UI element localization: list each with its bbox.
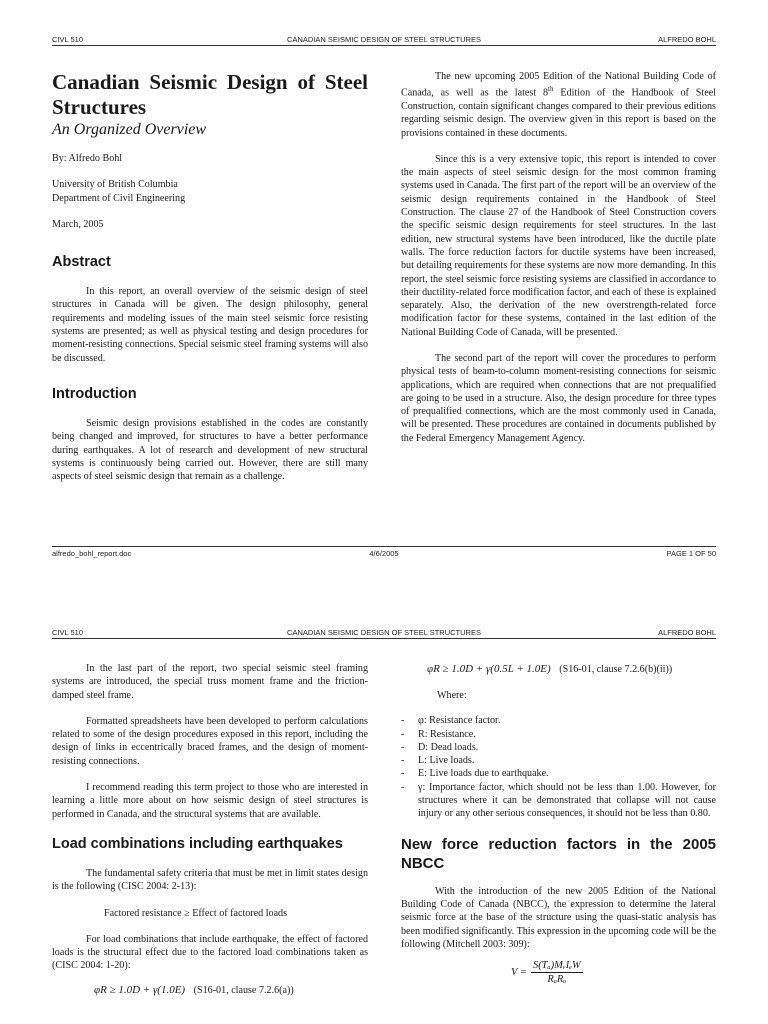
affiliation-department: Department of Civil Engineering [52,192,186,204]
equation-2-math: φR ≥ 1.0D + γ(0.5L + 1.0E) [427,663,551,675]
paper-subtitle: An Organized Overview [52,121,207,138]
nbcc-heading: New force reduction factors in the 2005 NBCC [401,835,716,872]
footer-filename: alfredo_bohl_report.doc [52,549,132,558]
load-combinations-heading: Load combinations including earthquakes [52,835,343,852]
header-doc-title: CANADIAN SEISMIC DESIGN OF STEEL STRUCTURES [287,35,481,44]
definition-item: - φ: Resistance factor. [401,715,501,727]
report-date: March, 2005 [52,218,104,230]
introduction-heading: Introduction [52,385,137,402]
affiliation-university: University of British Columbia [52,179,178,191]
left-paragraph-2: Formatted spreadsheets have been developed to perform calculations related to some of the design procedures exposed in this report, including the design of links in eccentrically braced frames, and the design of moment-resisting connections. [52,715,368,767]
header-author: ALFREDO BOHL [658,628,716,637]
equation-2 [401,662,716,677]
footer-rule [52,546,716,547]
left-paragraph-1: In the last part of the report, two special seismic steel framing systems are introduced, the special truss moment frame and the friction-damped steel frame. [52,663,368,701]
formula-numerator: S(Tₐ)MᵥIₑW [531,959,583,973]
affiliation [52,178,368,205]
nbcc-paragraph-1: With the introduction of the new 2005 Edition of the National Building Code of Canada (NBCC), the expression to determine the lateral seismic force at the base of the structure using the quasi-static analysis has been modified significantly. This expression in the upcoming code will be the following (Mitchell 2003: 309): [401,885,716,950]
definition-item: - D: Dead loads. [401,741,479,753]
header-doc-title: CANADIAN SEISMIC DESIGN OF STEEL STRUCTURES [287,628,481,637]
abstract-text: In this report, an overall overview of the seismic design of steel structures in Canada will be given. The design philosophy, general requirements and modeling issues of the main steel seismic force resisting systems are presented; as well as physical testing and design procedures for moment-resisting connections. Special seismic steel framing systems will also be discussed. [52,286,368,364]
formula-fraction [531,959,583,987]
header-course: CIVL 510 [52,628,83,637]
formula-lhs: V = [511,967,527,979]
safety-criteria: Factored resistance ≥ Effect of factored loads [104,907,288,919]
equation-1 [52,983,368,998]
abstract-heading: Abstract [52,254,111,271]
equation-1-reference: (S16-01, clause 7.2.6(a)) [193,984,294,996]
page1-left-column [52,70,368,496]
header-author: ALFREDO BOHL [658,35,716,44]
formula-denominator: RₐRₒ [547,974,567,986]
load-paragraph-1: The fundamental safety criteria that must be met in limit states design is the following (CISC 2004: 2-13): [52,867,368,893]
definition-item: - R: Resistance. [401,728,476,740]
where-label: Where: [437,690,467,701]
right-paragraph-2: Since this is a very extensive topic, this report is intended to cover the main aspects of steel seismic design for the most common framing systems used in Canada. The first part of the report will be an overview of the seismic design requirements contained in the Handbook of Steel Construction. The clause 27 of the Handbook of Steel Construction covers the specific seismic design requirements for steel structures. In the last edition, new structural systems have been introduced, like the ductile plate walls. The force reduction factors for ductile systems have been increased, but detailing requirements for these systems are now more demanding. In this report, the steel seismic force resisting systems are classified in accordance to their ductility-related force modification factor, and each of these is explained separately. Also, the derivation of the new overstrength-related force modification factor for these systems, contained in the last edition of the National Building Code of Canada, will be presented. [401,153,716,338]
page2-left-column [52,662,368,998]
introduction-text: Seismic design provisions established in the codes are constantly being changed and improved, for structures to have a better performance during earthquakes. A lot of research and development of new structural systems is continuously being carried out. However, there are still many aspects of steel seismic design that remain as a challenge. [52,417,368,483]
footer-page-number: PAGE 1 OF 50 [666,549,716,558]
left-paragraph-3: I recommend reading this term project to those who are interested in learning a little more about on how seismic design of steel structures is performed in Canada, and the structural systems that are available. [52,782,368,820]
page1-right-column [401,70,716,458]
page2-header-rule [52,638,716,639]
header-rule [52,45,716,46]
equation-2-reference: (S16-01, clause 7.2.6(b)(ii)) [559,664,673,675]
definition-item: - L: Live loads. [401,755,475,767]
footer-date: 4/6/2005 [369,549,399,558]
page2-right-column [401,662,716,987]
header-course: CIVL 510 [52,35,83,44]
base-shear-formula [401,959,716,987]
definition-item: - γ: Importance factor, which should not be less than 1.00. However, for structures where it can be demonstrated that collapse will not cause injury or any other serious consequences, it should not be less than 0.80. [401,781,716,820]
definition-item: - E: Live loads due to earthquake. [401,768,549,780]
equation-1-math: φR ≥ 1.0D + γ(1.0E) [94,983,186,996]
definitions-list [401,714,716,820]
paper-title: Canadian Seismic Design of Steel Structures [52,70,368,119]
right-paragraph-1: The new upcoming 2005 Edition of the National Building Code of Canada, as well as the latest 8th Edition of the Handbook of Steel Construction, contain significant changes compared to their previous editions regarding seismic design. The overview given in this report is based on the provisions contained in these documents. [401,71,716,139]
byline: By: Alfredo Bohl [52,153,123,164]
load-paragraph-2: For load combinations that include earthquake, the effect of factored loads is the structural effect due to the factored load combinations taken as (CISC 2004: 1-20): [52,933,368,972]
right-paragraph-3: The second part of the report will cover the procedures to perform physical tests of beam-to-column moment-resisting connections for seismic applications, which are required when connections that are not prequalified are going to be used in a structure. Also, the design procedure for three types of prequalified connections, which are the most commonly used in Canada, will be presented. These procedures are contained in documents published by the Federal Emergency Management Agency. [401,353,716,444]
